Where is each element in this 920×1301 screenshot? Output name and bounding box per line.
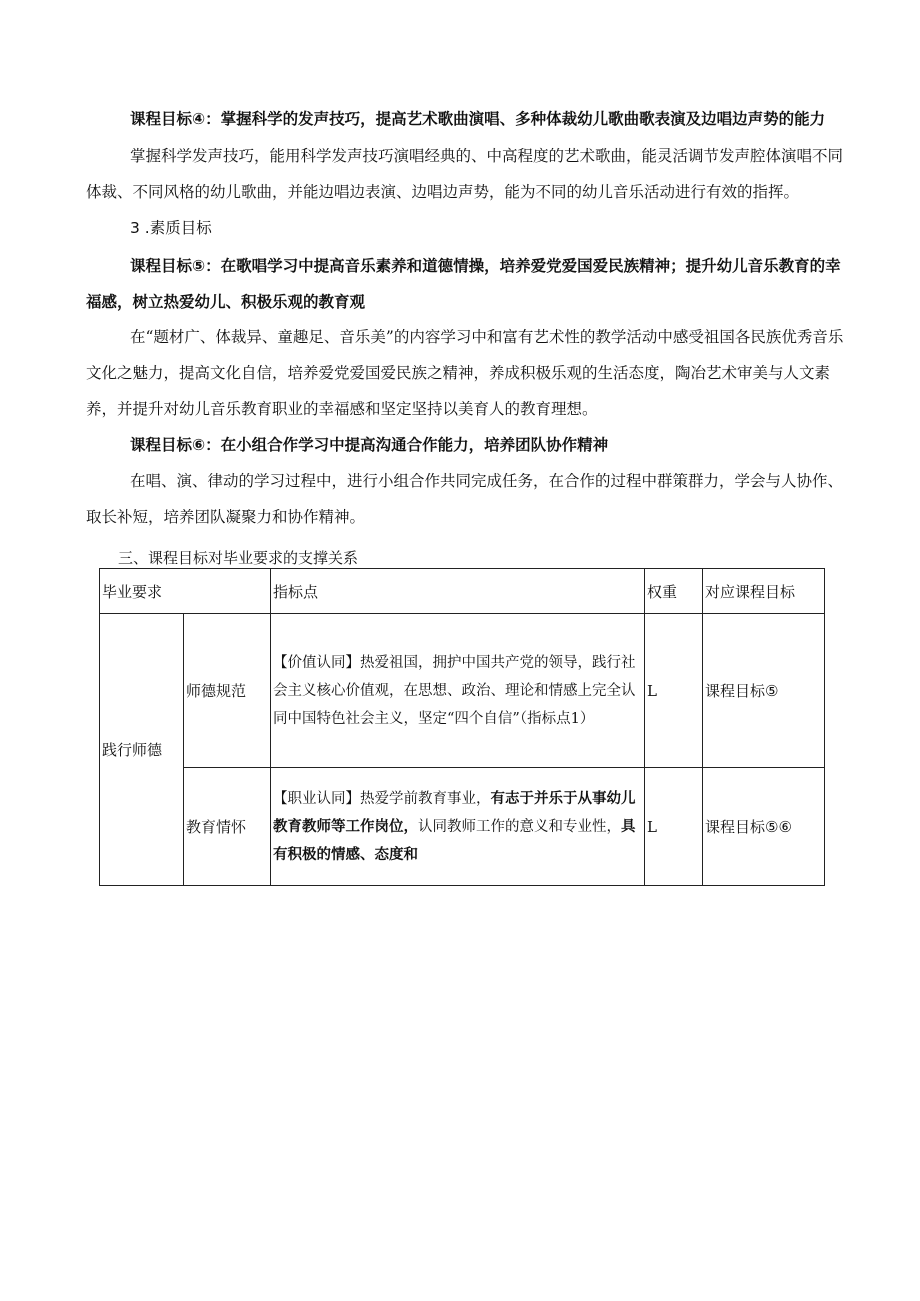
indicator-2 (271, 768, 645, 886)
header-goal: 对应课程目标 (703, 569, 825, 614)
weight-1: L (645, 614, 703, 768)
weight-2: L (645, 768, 703, 886)
table-header-row (100, 569, 825, 614)
table-row (100, 614, 825, 768)
goal4-heading: 课程目标④：掌握科学的发声技巧，提高艺术歌曲演唱、多种体裁幼儿歌曲歌表演及边唱边声势的能力 (130, 110, 826, 128)
group-label: 践行师德 (100, 614, 184, 886)
goal-2: 课程目标⑤⑥ (703, 768, 825, 886)
goal6-body: 在唱、演、律动的学习过程中，进行小组合作共同完成任务，在合作的过程中群策群力，学会与人协作、取长补短，培养团队凝聚力和协作精神。 (86, 472, 844, 526)
header-requirement: 毕业要求 (100, 569, 271, 614)
sub-requirement-2: 教育情怀 (184, 768, 271, 886)
header-weight: 权重 (645, 569, 703, 614)
indicator-2-part2: 认同教师工作的意义和专业性， (418, 818, 622, 835)
goal5-body: 在“题材广、体裁异、童趣足、音乐美”的内容学习中和富有艺术性的教学活动中感受祖国各民族优秀音乐文化之魅力，提高文化自信，培养爱党爱国爱民族之精神，养成积极乐观的生活态度，陶冶艺术审美与人文素养，并提升对幼儿音乐教育职业的幸福感和坚定坚持以美育人的教育理想。 (86, 328, 844, 418)
section-three-title: 三、课程目标对毕业要求的支撑关系 (118, 549, 359, 567)
goal5-heading: 课程目标⑤：在歌唱学习中提高音乐素养和道德情操，培养爱党爱国爱民族精神；提升幼儿音乐教育的幸福感，树立热爱幼儿、积极乐观的教育观 (86, 257, 841, 311)
indicator-2-part1: 【职业认同】热爱学前教育事业， (273, 790, 491, 807)
indicator-2-bold1: 有志于并乐于从事幼儿教育教师等工作岗位， (273, 790, 636, 835)
sub-requirement-1: 师德规范 (184, 614, 271, 768)
support-table (99, 568, 825, 886)
section3-label: 3 .素质目标 (130, 219, 212, 237)
goal6-heading: 课程目标⑥：在小组合作学习中提高沟通合作能力，培养团队协作精神 (130, 436, 609, 454)
header-indicator: 指标点 (271, 569, 645, 614)
goal-1: 课程目标⑤ (703, 614, 825, 768)
goal4-body: 掌握科学发声技巧，能用科学发声技巧演唱经典的、中高程度的艺术歌曲，能灵活调节发声腔体演唱不同体裁、不同风格的幼儿歌曲，并能边唱边表演、边唱边声势，能为不同的幼儿音乐活动进行有效的指挥。 (86, 147, 844, 201)
indicator-1: 【价值认同】热爱祖国，拥护中国共产党的领导，践行社会主义核心价值观，在思想、政治、理论和情感上完全认同中国特色社会主义，坚定“四个自信”（指标点1） (271, 614, 645, 768)
indicator-2-bold2: 具有积极的情感、态度和 (273, 818, 636, 863)
table-row (100, 768, 825, 886)
